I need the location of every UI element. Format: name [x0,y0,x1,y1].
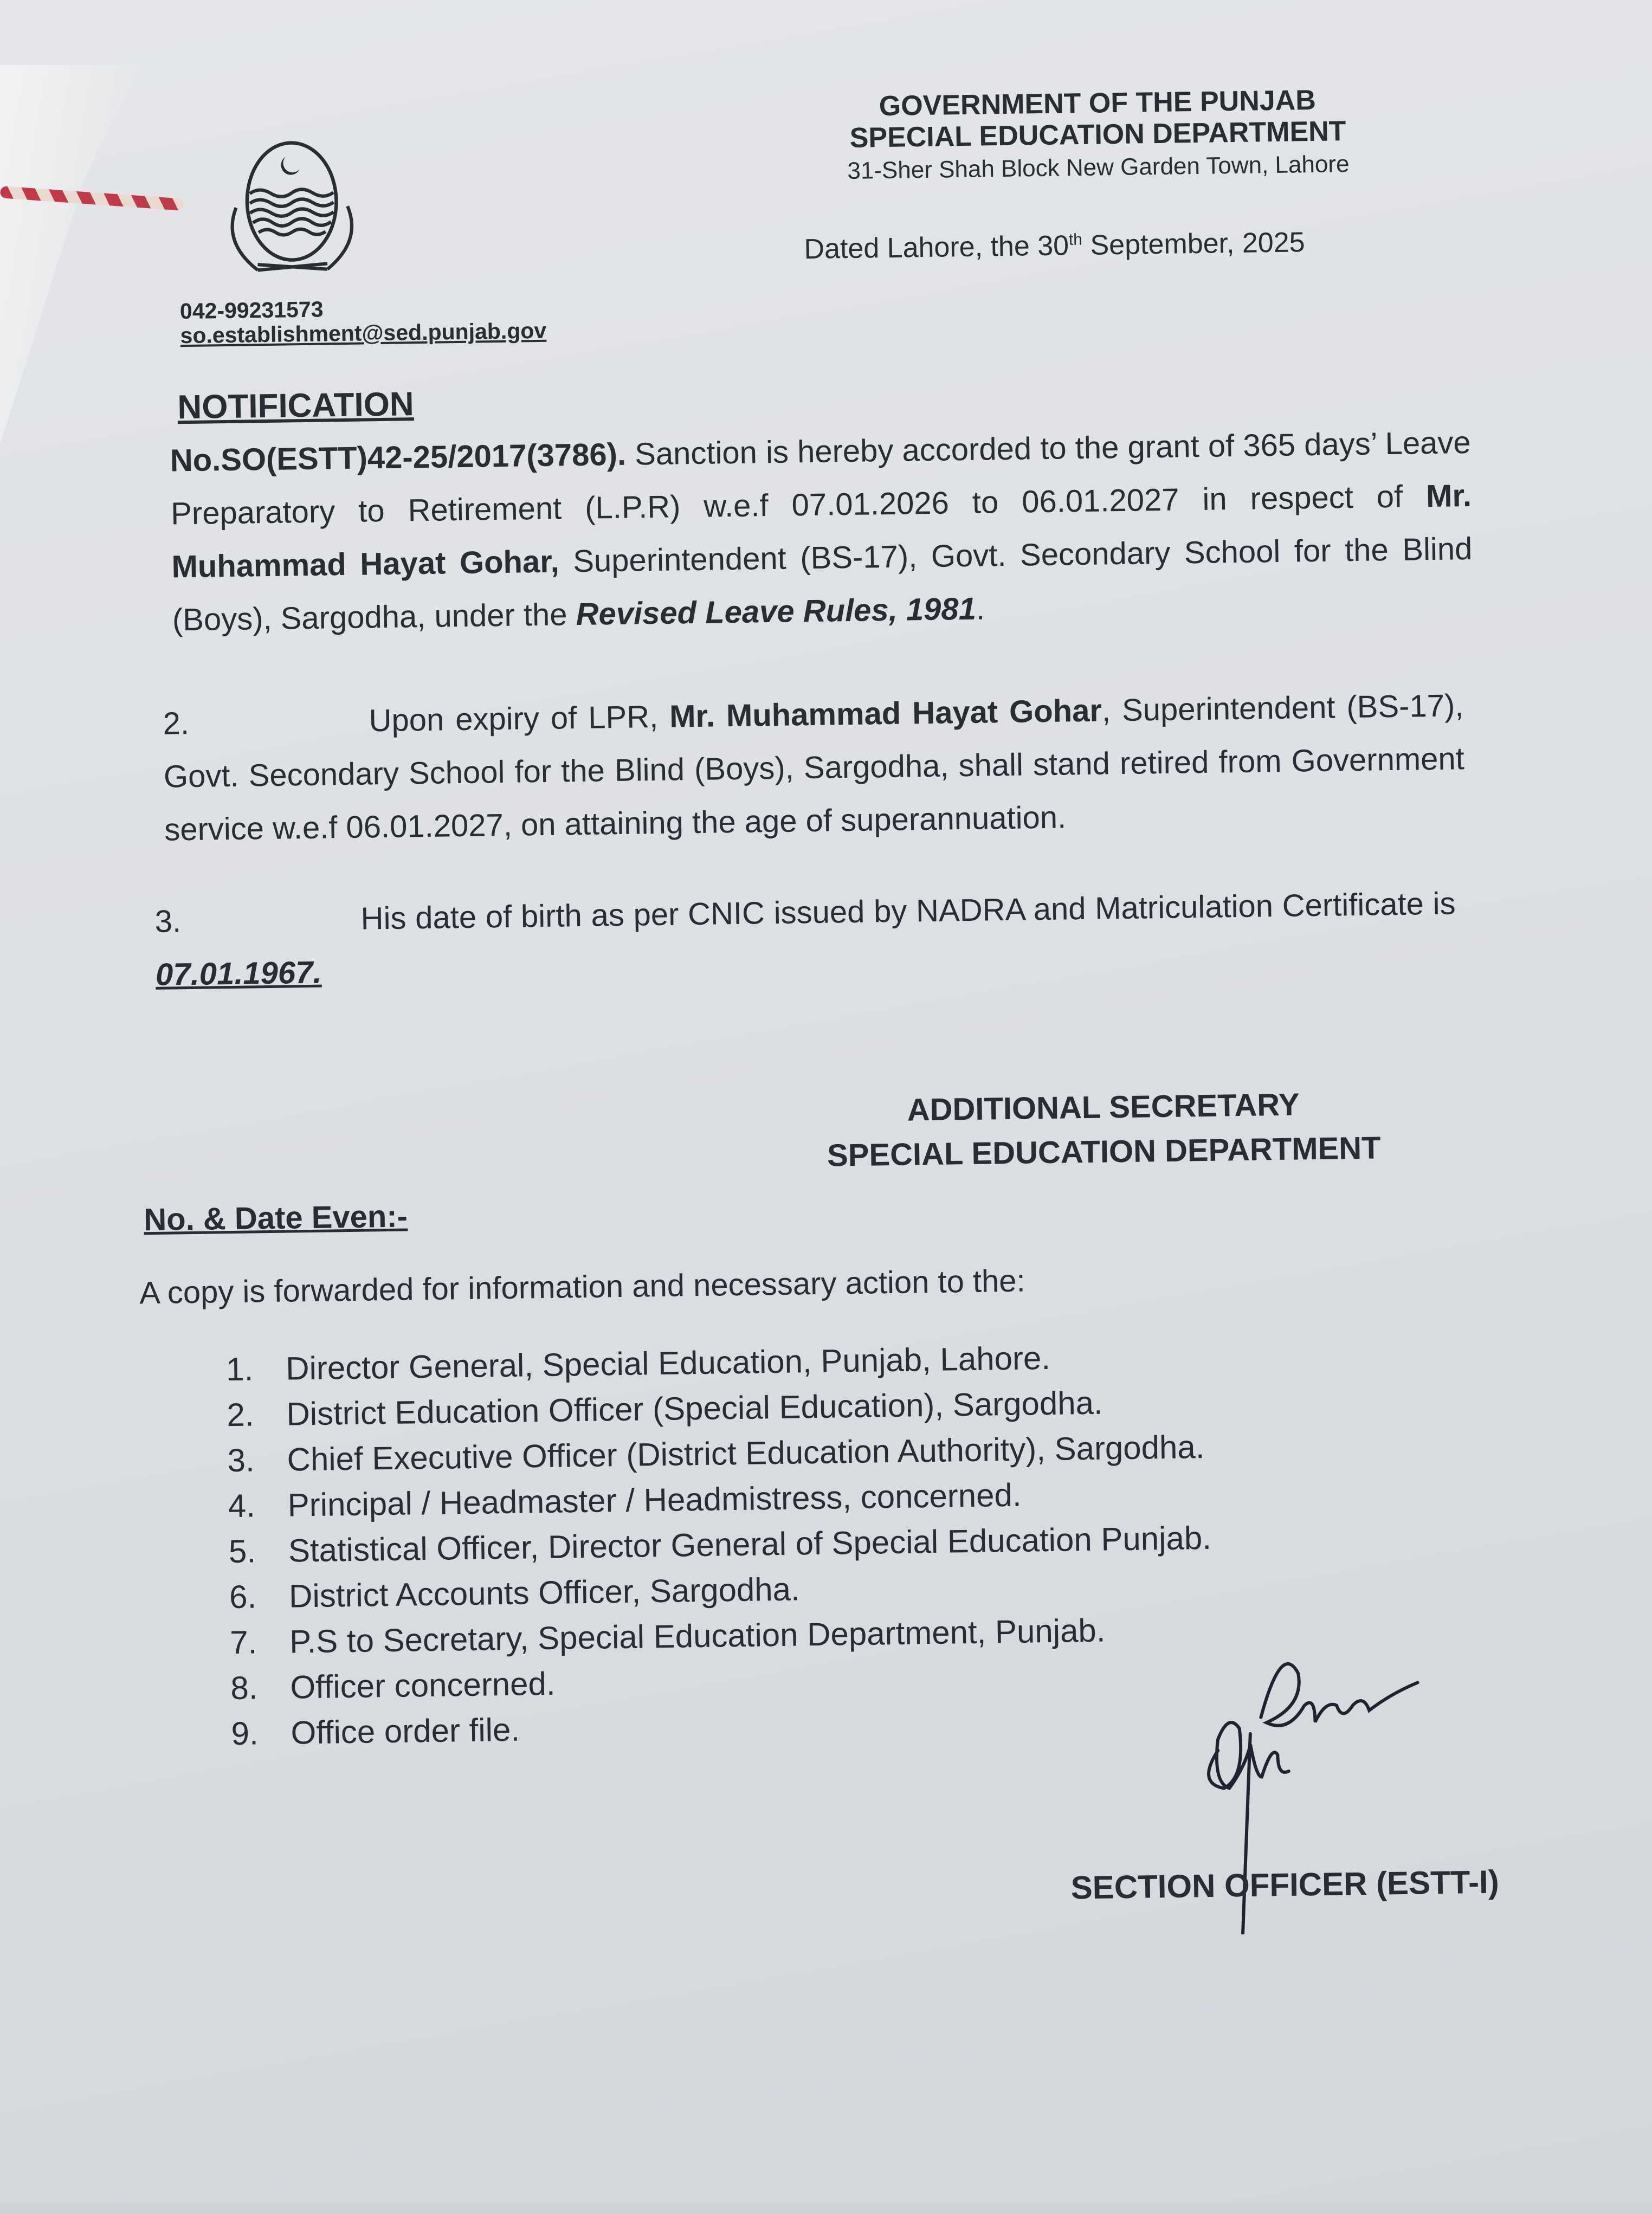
p2-text-1: Upon expiry of LPR, [369,699,670,739]
section-officer-title: SECTION OFFICER (ESTT-I) [1070,1863,1500,1906]
leave-rules: Revised Leave Rules, 1981 [576,591,977,632]
list-item: 8. Officer concerned. [230,1665,556,1707]
list-item: 7. P.S to Secretary, Special Education Department, Punjab. [229,1612,1106,1661]
copy-heading: No. & Date Even:- [143,1198,408,1238]
signatory-title: ADDITIONAL SECRETARY [907,1087,1300,1128]
dated-suffix: September, 2025 [1082,227,1305,261]
header-government: GOVERNMENT OF THE PUNJAB [879,84,1317,122]
punjab-government-seal-icon [191,136,393,285]
date-of-birth: 07.01.1967. [155,954,322,992]
p2-text-2: , Superintendent (BS-17), Govt. Secondary School for the Blind (Boys), Sargodha, shall stand retired from Government service w.e.f 06.01.2027, on attaining the age of superannuation. [163,688,1465,848]
employee-name: Mr. Muhammad Hayat Gohar [669,693,1102,734]
paragraph-2 [163,679,1466,856]
list-item: 9. Office order file. [231,1711,520,1752]
dated-line [804,226,1305,266]
list-item: 4. Principal / Headmaster / Headmistress, concerned. [228,1476,1022,1525]
copy-intro: A copy is forwarded for information and necessary action to the: [139,1263,1026,1311]
signatory-department: SPECIAL EDUCATION DEPARTMENT [827,1130,1381,1173]
p1-text-2: Superintendent (BS-17), Govt. Secondary School for the Blind (Boys), Sargodha, under the [172,531,1473,638]
list-item: 3. Chief Executive Officer (District Education Authority), Sargodha. [227,1428,1205,1479]
signatory-block [724,1080,1483,1180]
p3-text-1: His date of birth as per CNIC issued by NADRA and Matriculation Certificate is [360,886,1456,937]
header-address: 31-Sher Shah Block New Garden Town, Lahore [847,151,1350,184]
p3-number: 3. [154,903,182,939]
distribution-list [226,1333,1214,1757]
phone-number: 042-99231573 [179,296,324,324]
email-link[interactable]: so.establishment@sed.punjab.gov [180,318,547,348]
notification-title: NOTIFICATION [177,385,415,427]
p1-text-3: . [976,591,985,627]
list-item: 2. District Education Officer (Special Education), Sargodha. [226,1384,1104,1434]
p1-text-1: Sanction is hereby accorded to the grant of 365 days’ Leave Preparatory to Retirement (L.P.R) w.e.f 07.01.2026 to 06.01.2027 in respect of [170,424,1472,532]
employee-name: Mr. Muhammad Hayat Gohar, [171,477,1472,585]
p2-number: 2. [163,706,190,741]
paragraph-3 [154,877,1457,1001]
list-item: 6. District Accounts Officer, Sargodha. [229,1571,801,1616]
dated-prefix: Dated Lahore, the 30 [804,230,1069,266]
paragraph-1 [170,416,1473,647]
header-department: SPECIAL EDUCATION DEPARTMENT [849,115,1346,154]
reference-number: No.SO(ESTT)42-25/2017(3786). [170,436,627,479]
list-item: 5. Statistical Officer, Director General of Special Education Punjab. [228,1519,1212,1570]
dated-sup: th [1068,230,1083,249]
list-item: 1. Director General, Special Education, Punjab, Lahore. [225,1339,1051,1388]
